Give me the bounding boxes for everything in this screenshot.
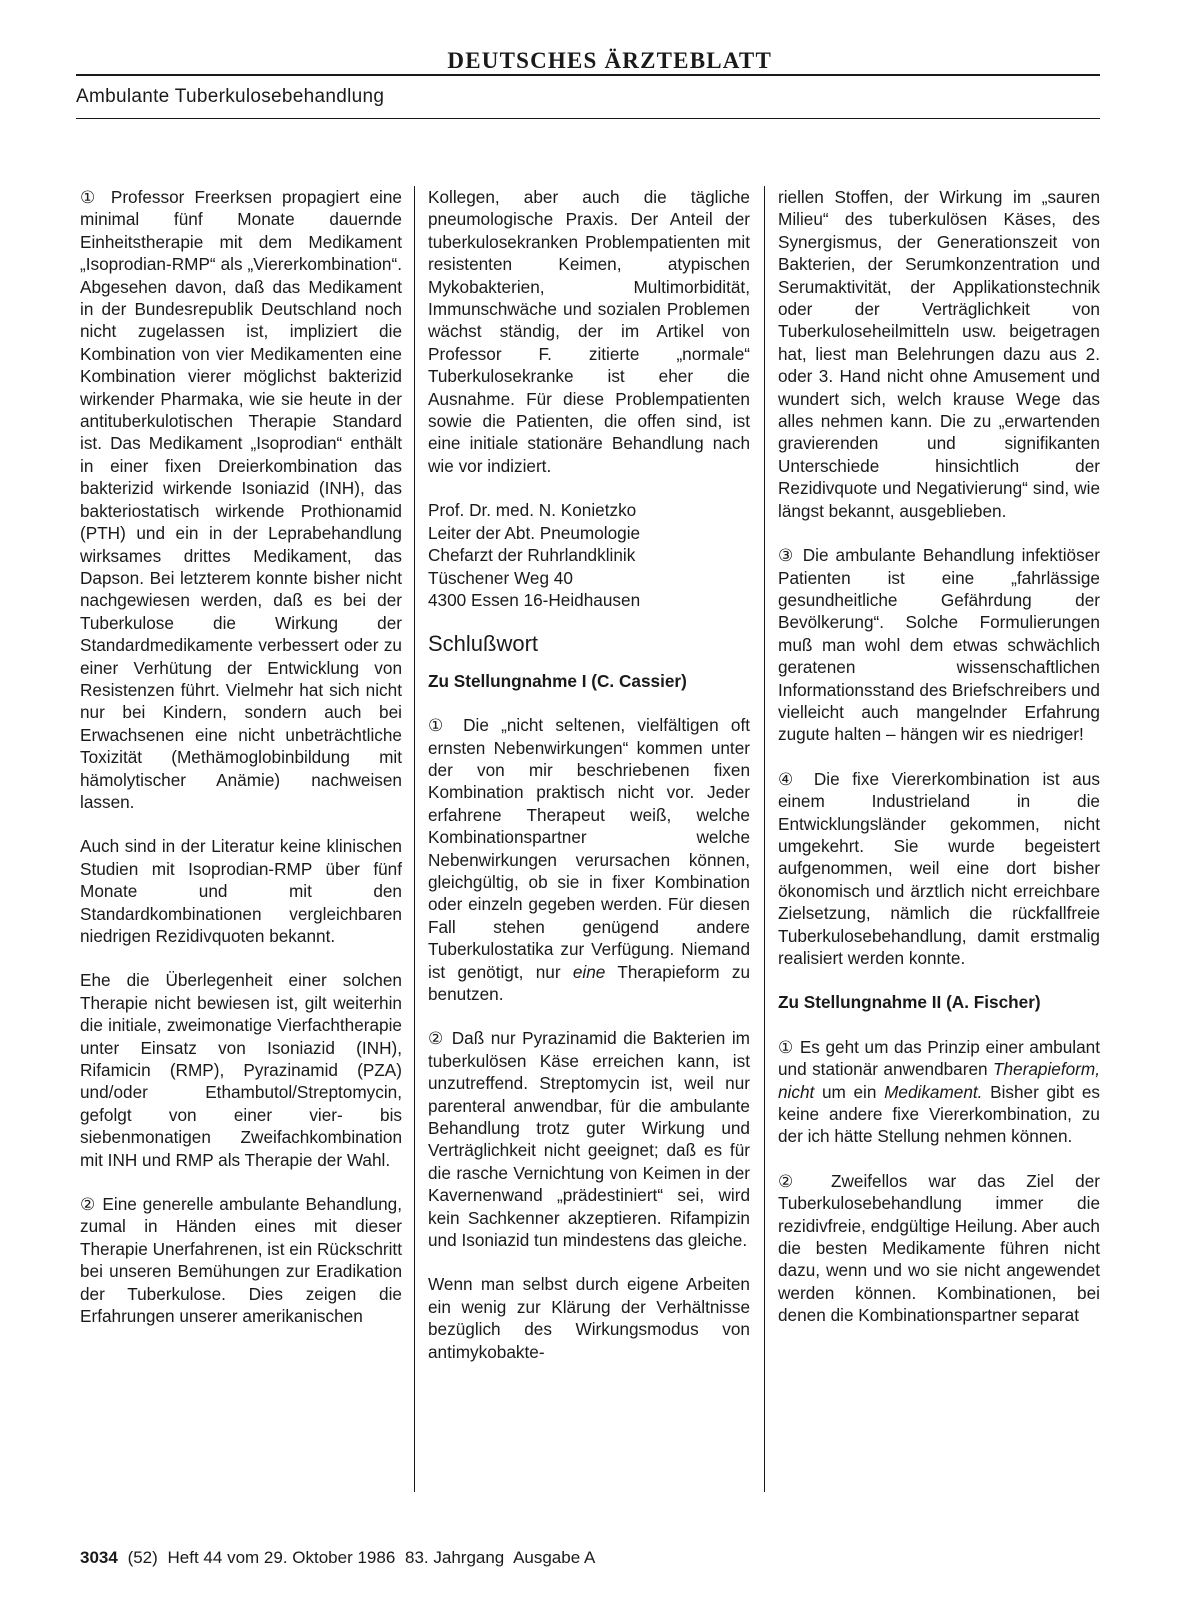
address-line: Chefarzt der Ruhrlandklinik [428,545,636,566]
column-3 [778,186,1100,1327]
issue-page: (52) [127,1548,158,1567]
edition-info: Ausgabe A [513,1548,596,1567]
paragraph [778,1036,1100,1148]
address-line: Prof. Dr. med. N. Konietzko [428,500,637,521]
author-address [428,499,750,611]
paragraph: ① Professor Freerksen propagiert eine minimal fünf Monate dauernde Einheitstherapie mit dem Medikament „Isoprodian-RMP“ als „Viererkombination“. Abgesehen davon, daß das Medikament in der Bundesrepublik Deutschland noch nicht zugelassen ist, impliziert die Kombination von vier Medikamenten eine Kombination vierer möglichst bakterizid wirkender Pharmaka, wie sie heute in der antituberkulotischen Therapie Standard ist. Das Medikament „Isoprodian“ enthält in einer fixen Dreierkombination das bakterizid wirkende Isoniazid (INH), das bakteriostatisch wirkende Prothionamid (PTH) und ein in der Leprabehandlung wirksames drittes Medikament, das Dapson. Bei letzterem konnte bisher nicht nachgewiesen werden, daß es bei der Tuberkulose die Wirkung der Standardmedikamente verbessert oder zu einer Verhütung der Entwicklung von Resistenzen führt. Vielmehr hat sich nicht nur bei Kindern, sondern auch bei Erwachsenen eine nicht unbeträchtliche Toxizität (Methämoglobinbildung mit hämolytischer Anämie) nachweisen lassen. [80,187,402,812]
text-run: Bisher gibt es keine andere fixe Viererkombination, zu der ich hätte Stellung nehmen können. [778,1081,1100,1147]
section-title: Ambulante Tuberkulosebehandlung [76,86,385,107]
paragraph: riellen Stoffen, der Wirkung im „sauren Milieu“ des tuberkulösen Käses, des Synergismus, der Generationszeit von Bakterien, der Serumkonzentration und Serumaktivität, der Applikationstechnik oder der Verträglichkeit von Tuberkuloseheilmitteln usw. beigetragen hat, liest man Belehrungen dazu aus 2. oder 3. Hand nicht ohne Amusement und wundert sich, welch krause Wege das alles nehmen kann. Die zu „erwartenden gravierenden und signifikanten Unterschiede hinsichtlich der Rezidivquote und Negativierung“ sind, wie längst bekannt, ausgeblieben. [778,187,1100,521]
paragraph: ③ Die ambulante Behandlung infektiöser Patienten ist eine „fahrlässige gesundheitliche Gefährdung der Bevölkerung“. Solche Formulierungen muß man wohl dem etwas schwächlich geratenen wissenschaftlichen Informationsstand des Briefschreibers und vielleicht auch mangelnder Erfahrung zugute halten – hängen wir es niedriger! [778,545,1100,745]
header-rule [76,74,1100,76]
column-divider [414,186,415,1492]
text-run: ① Die „nicht seltenen, vielfältigen oft ernsten Nebenwirkungen“ kommen unter der von mir beschriebenen fixen Kombination praktisch nicht vor. Jeder erfahrene Therapeut weiß, welche Kombinationspartner welche Nebenwirkungen verursachen können, gleichgültig, ob sie in fixer Kombination oder einzeln gegeben werden. Für diesen Fall stehen genügend andere Tuberkulostatika zur Verfügung. Niemand ist genötigt, nur [428,715,750,982]
subheading: Zu Stellungnahme II (A. Fischer) [778,992,1041,1013]
issue-info: Heft 44 vom 29. Oktober 1986 [167,1548,396,1567]
paragraph: Ehe die Überlegenheit einer solchen Therapie nicht bewiesen ist, gilt weiterhin die initiale, zweimonatige Vierfachtherapie unter Einsatz von Isoniazid (INH), Rifamicin (RMP), Pyrazinamid (PZA) und/oder Ethambutol/Streptomycin, gefolgt von einer vier- bis siebenmonatigen Zweifachkombination mit INH und RMP als Therapie der Wahl. [80,970,402,1170]
paragraph: ② Zweifellos war das Ziel der Tuberkulosebehandlung immer die rezidivfreie, endgültige Heilung. Aber auch die besten Medikamente führen nicht dazu, wenn und wo sie nicht angewendet werden können. Kombinationen, bei denen die Kombinationspartner separat [778,1170,1100,1326]
section-heading: Schlußwort [428,631,539,657]
page-number: 3034 [80,1548,118,1567]
page-footer [80,1548,600,1568]
paragraph: ② Daß nur Pyrazinamid die Bakterien im tuberkulösen Käse erreichen kann, ist unzutreffend. Streptomycin ist, weil nur parenteral anwendbar, für die ambulante Behandlung trotz guter Wirkung und Verträglichkeit nicht geeignet; daß es für die rasche Vernichtung von Keimen in der Kavernenwand „prädestiniert“ sei, wird kein Sachkenner akzeptieren. Rifampizin und Isoniazid tun mindestens das gleiche. [428,1028,750,1251]
volume-info: 83. Jahrgang [405,1548,505,1567]
paragraph: Kollegen, aber auch die tägliche pneumologische Praxis. Der Anteil der tuberkulosekranken Problempatienten mit resistenten Keimen, atypischen Mykobakterien, Multimorbidität, Immunschwäche und sozialen Problemen wächst ständig, der im Artikel von Professor F. zitierte „normale“ Tuberkulosekranke ist eher die Ausnahme. Für diese Problempatienten sowie die Patienten, die offen sind, ist eine initiale stationäre Behandlung nach wie vor indiziert. [428,187,750,476]
paragraph: Auch sind in der Literatur keine klinischen Studien mit Isoprodian-RMP über fünf Monate und mit den Standardkombinationen vergleichbaren niedrigen Rezidivquoten bekannt. [80,836,402,946]
emphasis: Therapieform, nicht [778,1059,1100,1102]
emphasis: Medikament. [884,1081,983,1102]
column-divider [764,186,765,1492]
text-run: ① Es geht um das Prinzip einer ambulant und stationär anwendbaren [778,1036,1100,1080]
text-run: um ein [814,1081,885,1102]
address-line: Tüschener Weg 40 [428,567,573,588]
address-line: Leiter der Abt. Pneumologie [428,522,641,543]
column-1 [80,186,402,1328]
emphasis: eine [572,961,606,982]
journal-masthead: DEUTSCHES ÄRZTEBLATT [447,48,772,73]
column-2 [428,186,750,1363]
paragraph: Wenn man selbst durch eigene Arbeiten ein wenig zur Klärung der Verhältnisse bezüglich des Wirkungsmodus von antimykobakte- [428,1274,750,1362]
paragraph: ② Eine generelle ambulante Behandlung, zumal in Händen eines mit dieser Therapie Unerfahrenen, ist ein Rückschritt bei unseren Bemühungen zur Eradikation der Tuberkulose. Dies zeigen die Erfahrungen unserer amerikanischen [80,1194,402,1327]
text-run: Therapieform zu benutzen. [428,961,750,1004]
section-rule [76,118,1100,119]
paragraph: ④ Die fixe Viererkombination ist aus einem Industrieland in die Entwicklungsländer gekommen, nicht umgekehrt. Sie wurde begeistert aufgenommen, weil eine dort bisher ökonomisch und ärztlich nicht erreichbare Zielsetzung, nämlich die rückfallfreie Tuberkulosebehandlung, damit erstmalig realisiert werden konnte. [778,768,1100,968]
subheading: Zu Stellungnahme I (C. Cassier) [428,670,687,691]
paragraph [428,714,750,1005]
address-line: 4300 Essen 16-Heidhausen [428,589,641,610]
